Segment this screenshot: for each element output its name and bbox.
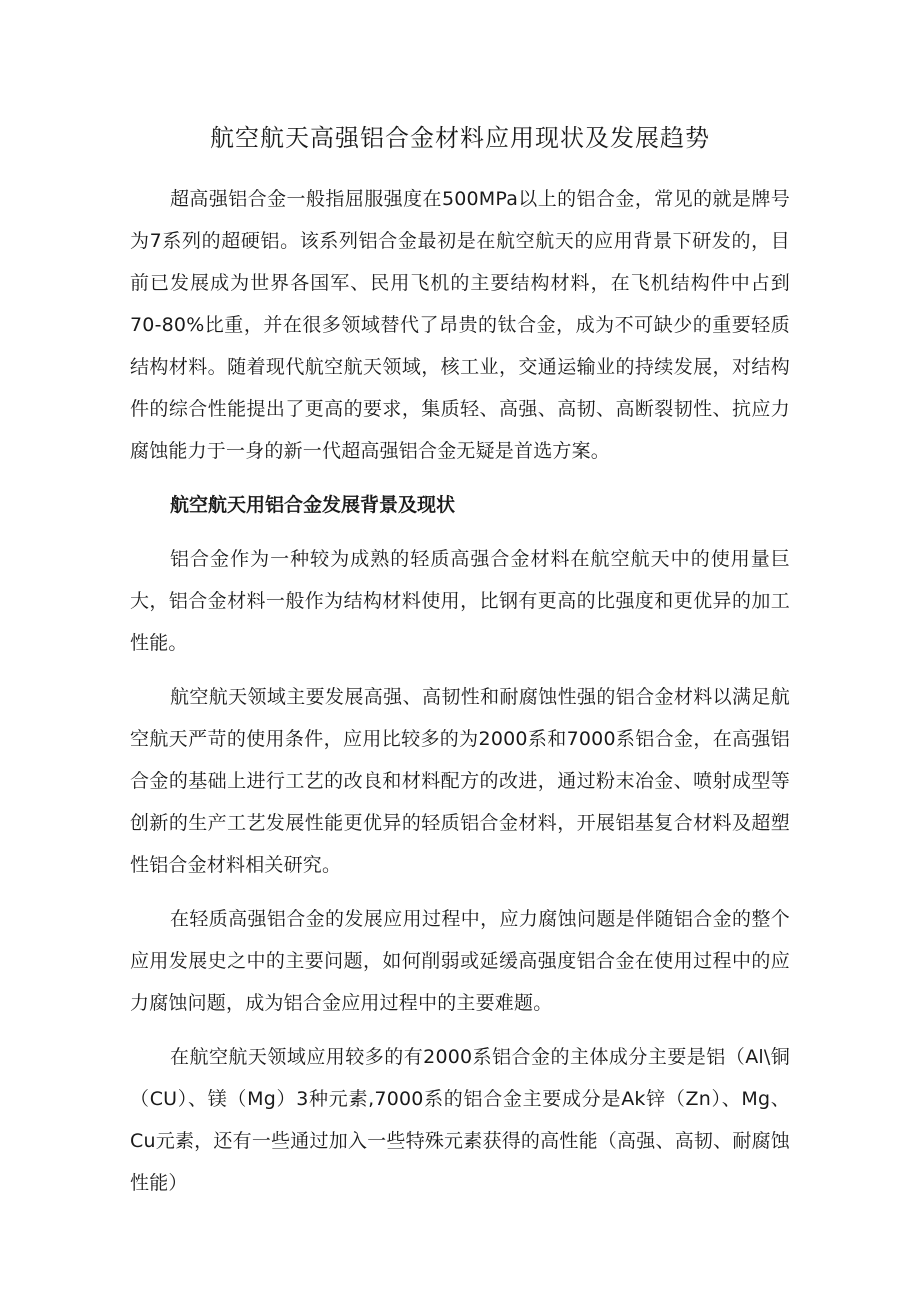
- paragraph-development: 航空航天领域主要发展高强、高韧性和耐腐蚀性强的铝合金材料以满足航空航天严苛的使用条件，应用比较多的为2000系和7000系铝合金，在高强铝合金的基础上进行工艺的改良和材料配方的改进，通过粉末冶金、喷射成型等创新的生产工艺发展性能更优异的轻质铝合金材料，开展铝基复合材料及超塑性铝合金材料相关研究。: [130, 686, 790, 876]
- paragraph-gap: [130, 886, 790, 898]
- paragraph-composition: 在航空航天领域应用较多的有2000系铝合金的主体成分主要是铝（Al\铜（CU）、镁（Mg）3种元素,7000系的铝合金主要成分是Ak锌（Zn）、Mg、Cu元素，还有一些通过加入一些特殊元素获得的高性能（高强、高韧、耐腐蚀性能）: [130, 1046, 790, 1194]
- paragraph-intro: 超高强铝合金一般指屈服强度在500MPa以上的铝合金，常见的就是牌号为7系列的超硬铝。该系列铝合金最初是在航空航天的应用背景下研发的，目前已发展成为世界各国军、民用飞机的主要结构材料，在飞机结构件中占到70-80%比重，并在很多领域替代了昂贵的钛合金，成为不可缺少的重要轻质结构材料。随着现代航空航天领域，核工业，交通运输业的持续发展，对结构件的综合性能提出了更高的要求，集质轻、高强、高韧、高断裂韧性、抗应力腐蚀能力于一身的新一代超高强铝合金无疑是首选方案。: [130, 188, 790, 462]
- paragraph-gap: [130, 1024, 790, 1036]
- paragraph-gap: [130, 664, 790, 676]
- paragraph-gap: [130, 472, 790, 484]
- document-title: 航空航天高强铝合金材料应用现状及发展趋势: [210, 124, 710, 152]
- paragraph-gap: [130, 526, 790, 538]
- paragraph-corrosion: 在轻质高强铝合金的发展应用过程中，应力腐蚀问题是伴随铝合金的整个应用发展史之中的主要问题，如何削弱或延缓高强度铝合金在使用过程中的应力腐蚀问题，成为铝合金应用过程中的主要难题。: [130, 908, 790, 1014]
- document-body: [130, 178, 790, 1204]
- paragraph-usage: 铝合金作为一种较为成熟的轻质高强合金材料在航空航天中的使用量巨大，铝合金材料一般作为结构材料使用，比钢有更高的比强度和更优异的加工性能。: [130, 548, 790, 654]
- section-heading: 航空航天用铝合金发展背景及现状: [170, 494, 456, 516]
